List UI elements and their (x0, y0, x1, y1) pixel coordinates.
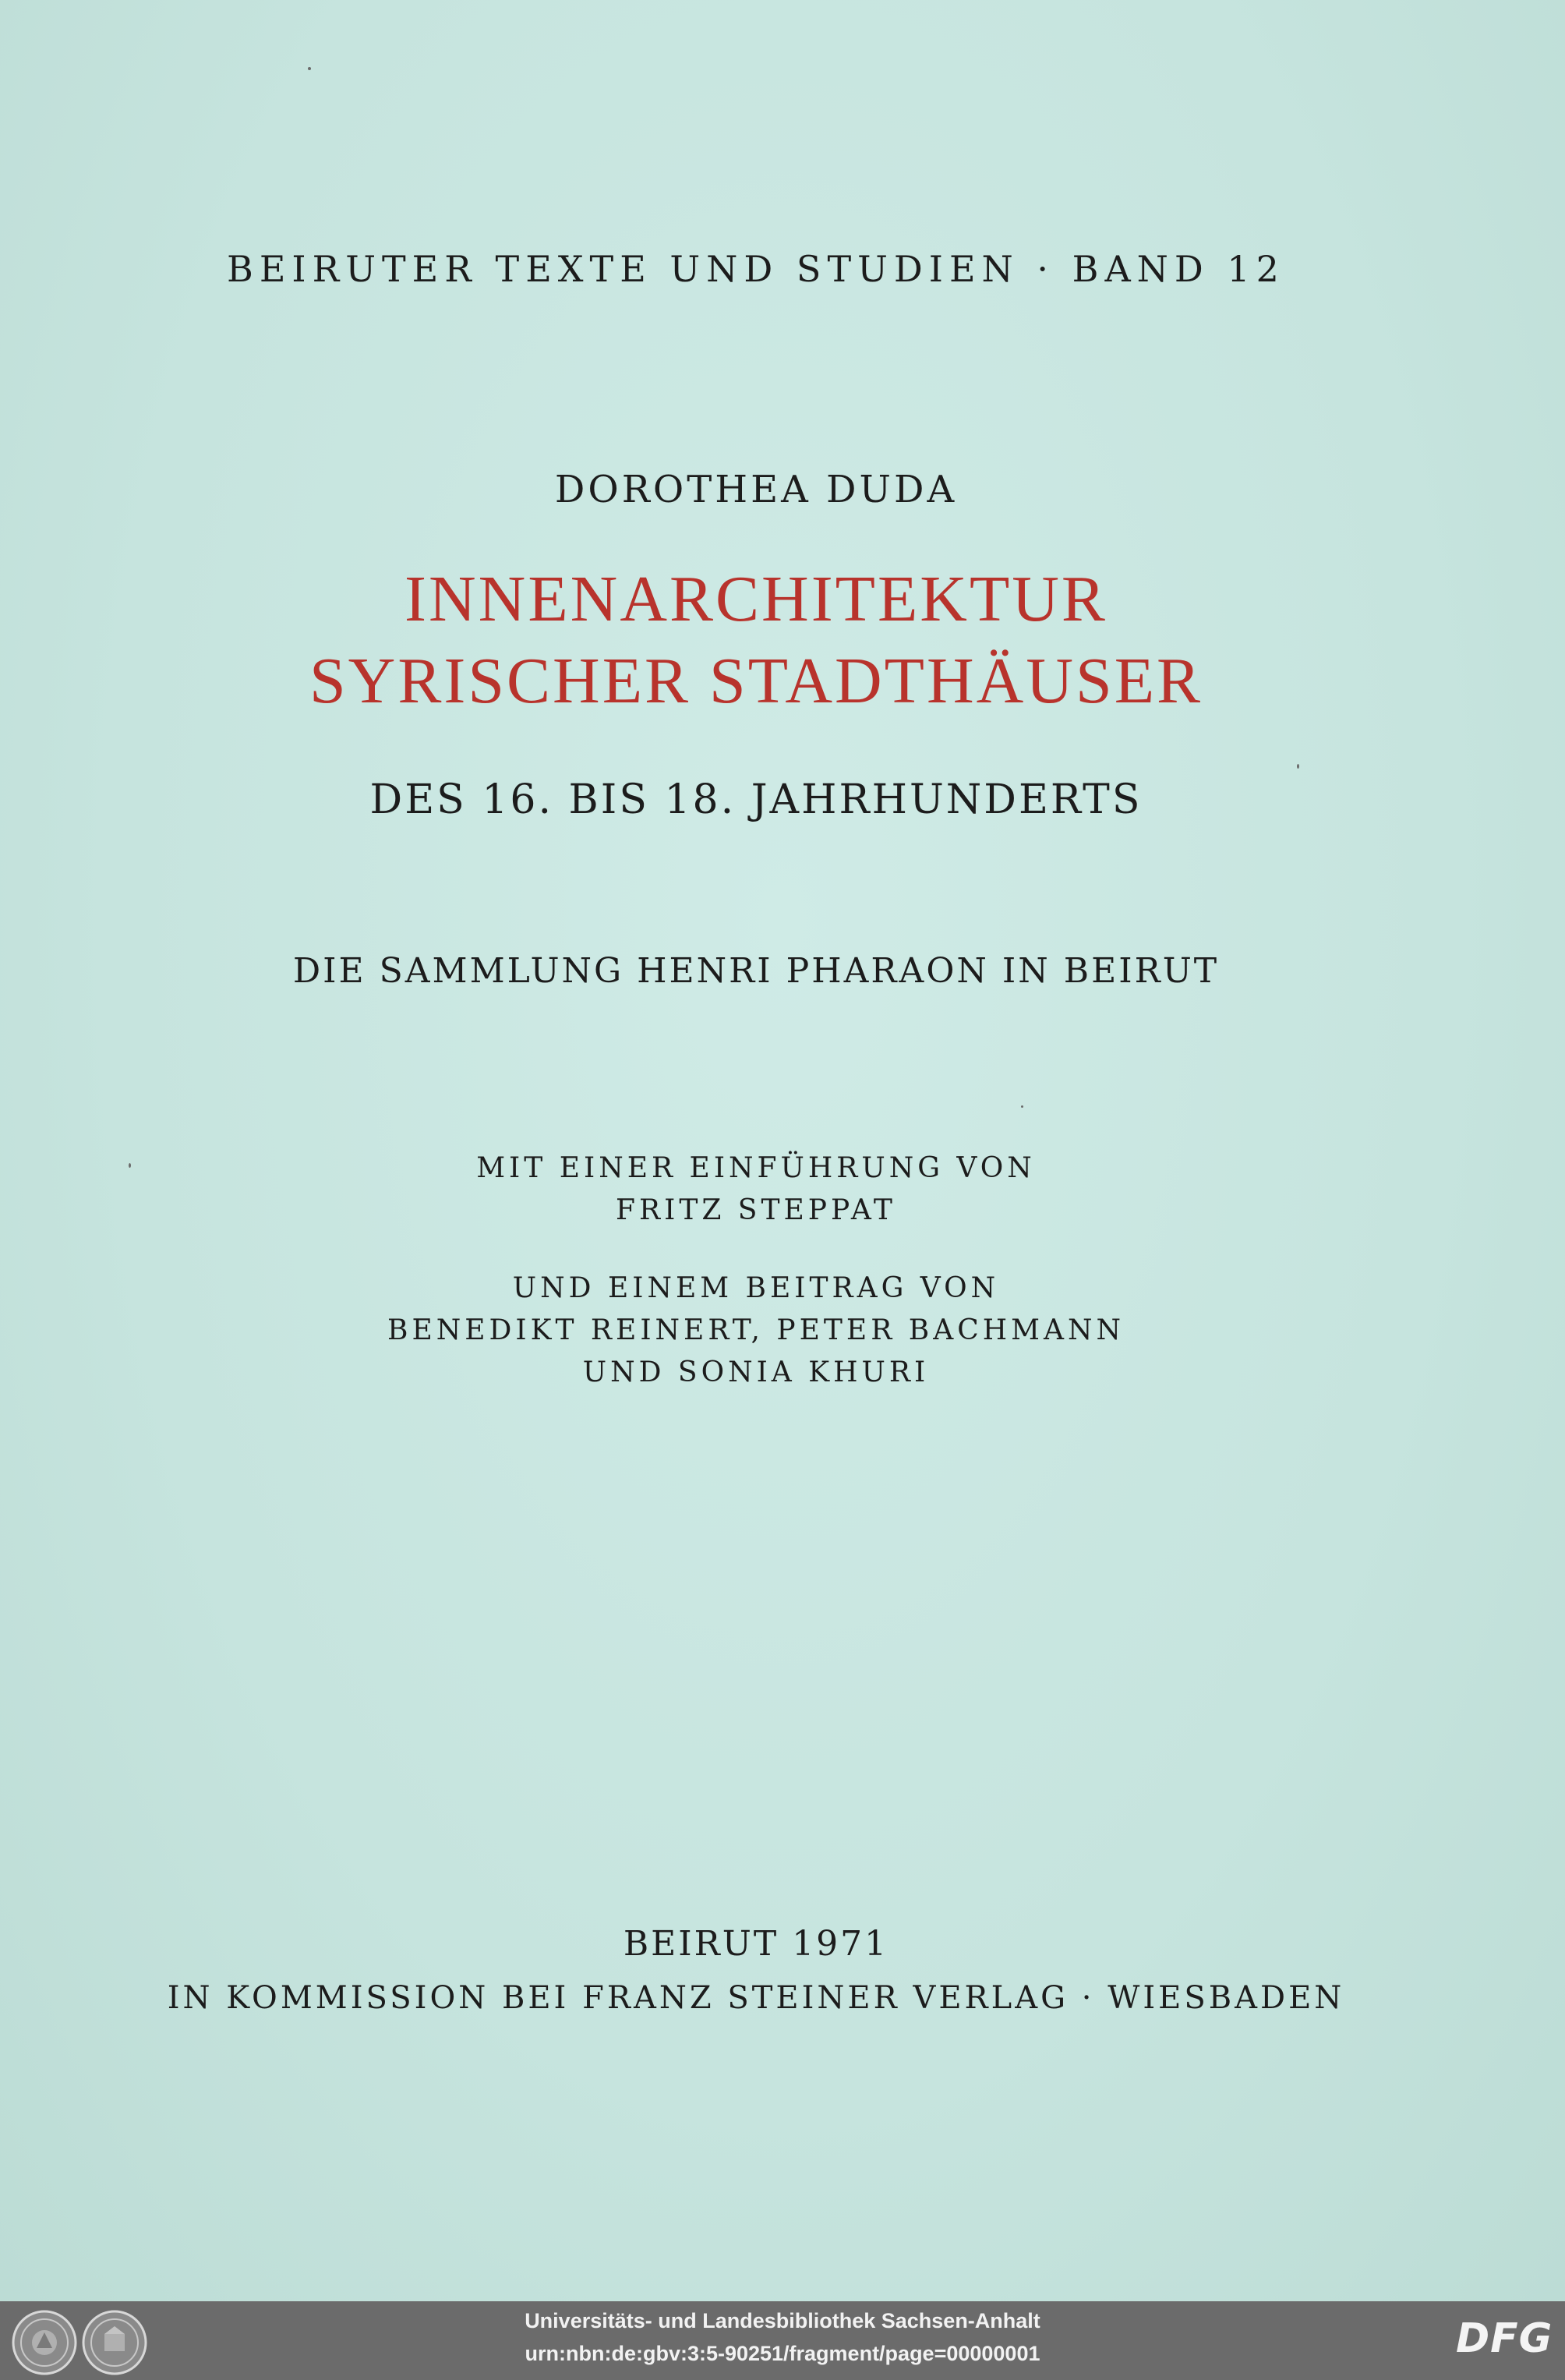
paper-speck (1297, 764, 1299, 769)
place-and-year: BEIRUT 1971 (623, 1924, 889, 1964)
contribution-authors-continued: UND SONIA KHURI (582, 1356, 930, 1388)
introduction-label: MIT EINER EINFÜHRUNG VON (476, 1152, 1036, 1184)
paper-speck (129, 1163, 131, 1168)
contribution-authors: BENEDIKT REINERT, PETER BACHMANN (387, 1314, 1125, 1346)
urn-identifier[interactable]: urn:nbn:de:gbv:3:5-90251/fragment/page=00000001 (525, 2342, 1040, 2365)
book-title-line-1: INNENARCHITEKTUR (404, 563, 1108, 635)
book-subtitle: DES 16. BIS 18. JAHRHUNDERTS (369, 776, 1143, 823)
dfg-logo: DFG (1456, 2315, 1553, 2362)
contribution-label: UND EINEM BEITRAG VON (512, 1272, 1000, 1304)
paper-speck (308, 67, 311, 70)
book-title-line-2: SYRISCHER STADTHÄUSER (309, 645, 1203, 717)
publisher-line: IN KOMMISSION BEI FRANZ STEINER VERLAG · WIESBADEN (167, 1980, 1345, 2016)
paper-speck (1021, 1105, 1023, 1108)
introduction-author: FRITZ STEPPAT (616, 1194, 896, 1226)
series-title: BEIRUTER TEXTE UND STUDIEN · BAND 12 (227, 248, 1285, 290)
collection-title: DIE SAMMLUNG HENRI PHARAON IN BEIRUT (292, 951, 1220, 991)
author-name: DOROTHEA DUDA (554, 468, 958, 511)
library-name: Universitäts- und Landesbibliothek Sachsen-Anhalt (525, 2309, 1040, 2332)
